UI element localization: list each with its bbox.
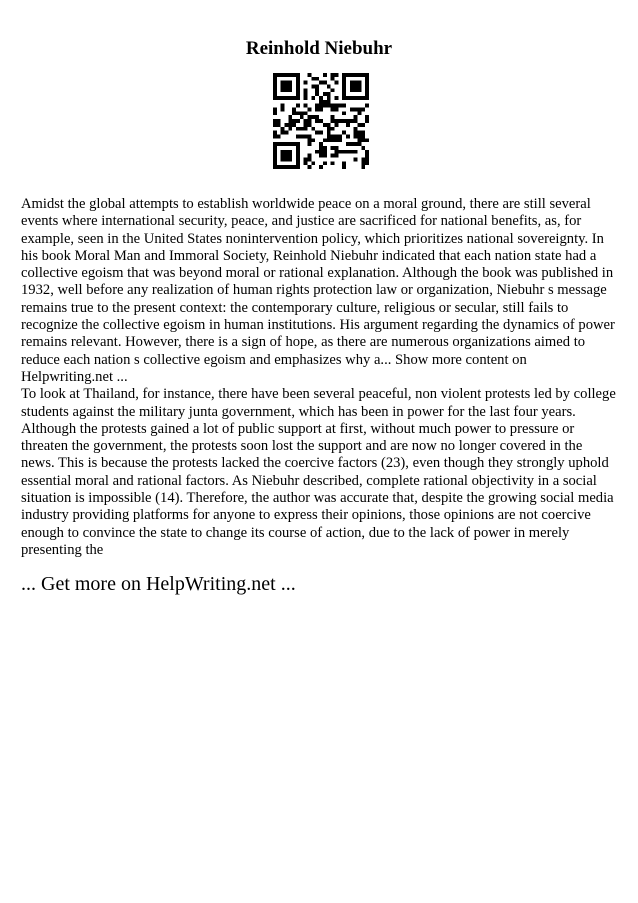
get-more-link[interactable]: ... Get more on HelpWriting.net ... (21, 573, 296, 595)
paragraph-1: Amidst the global attempts to establish worldwide peace on a moral ground, there are still several events where international security, peace, and justice are sacrificed for national benefits, as, for example, seen in the United States nonintervention policy, which prioritizes national sovereignty. In his book Moral Man and Immoral Society, Reinhold Niebuhr indicated that each nation state had a collective egoism that was beyond moral or rational explanation. Although the book was published in 1932, well before any realization of human rights protection law or organization, Niebuhr s message remains true to the present context: the contemporary culture, religious or secular, still fails to recognize the collective egoism in human institutions. His argument regarding the dynamics of power remains relevant. However, there is a sign of hope, as there are numerous organizations aimed to reduce each nation s collective egoism and emphasizes why a... Show more content on Helpwriting.net ... (21, 196, 615, 385)
qr-code-icon (273, 73, 369, 169)
paragraph-2: To look at Thailand, for instance, there have been several peaceful, non violent protests led by college students against the military junta government, which has been in power for the last four years. Although the protests gained a lot of public support at first, without much power to pressure or threaten the government, the protests soon lost the support and are now no longer covered in the news. This is because the protests lacked the coercive factors (23), even though they strongly uphold essential moral and rational factors. As Niebuhr described, complete rational objectivity in a social situation is impossible (14). Therefore, the author was accurate that, despite the growing social media industry providing platforms for anyone to express their opinions, those opinions are not coercive enough to convince the state to change its course of action, due to the lack of power in merely presenting the (21, 386, 616, 558)
article-body (21, 196, 618, 559)
page-title: Reinhold Niebuhr (245, 38, 393, 59)
